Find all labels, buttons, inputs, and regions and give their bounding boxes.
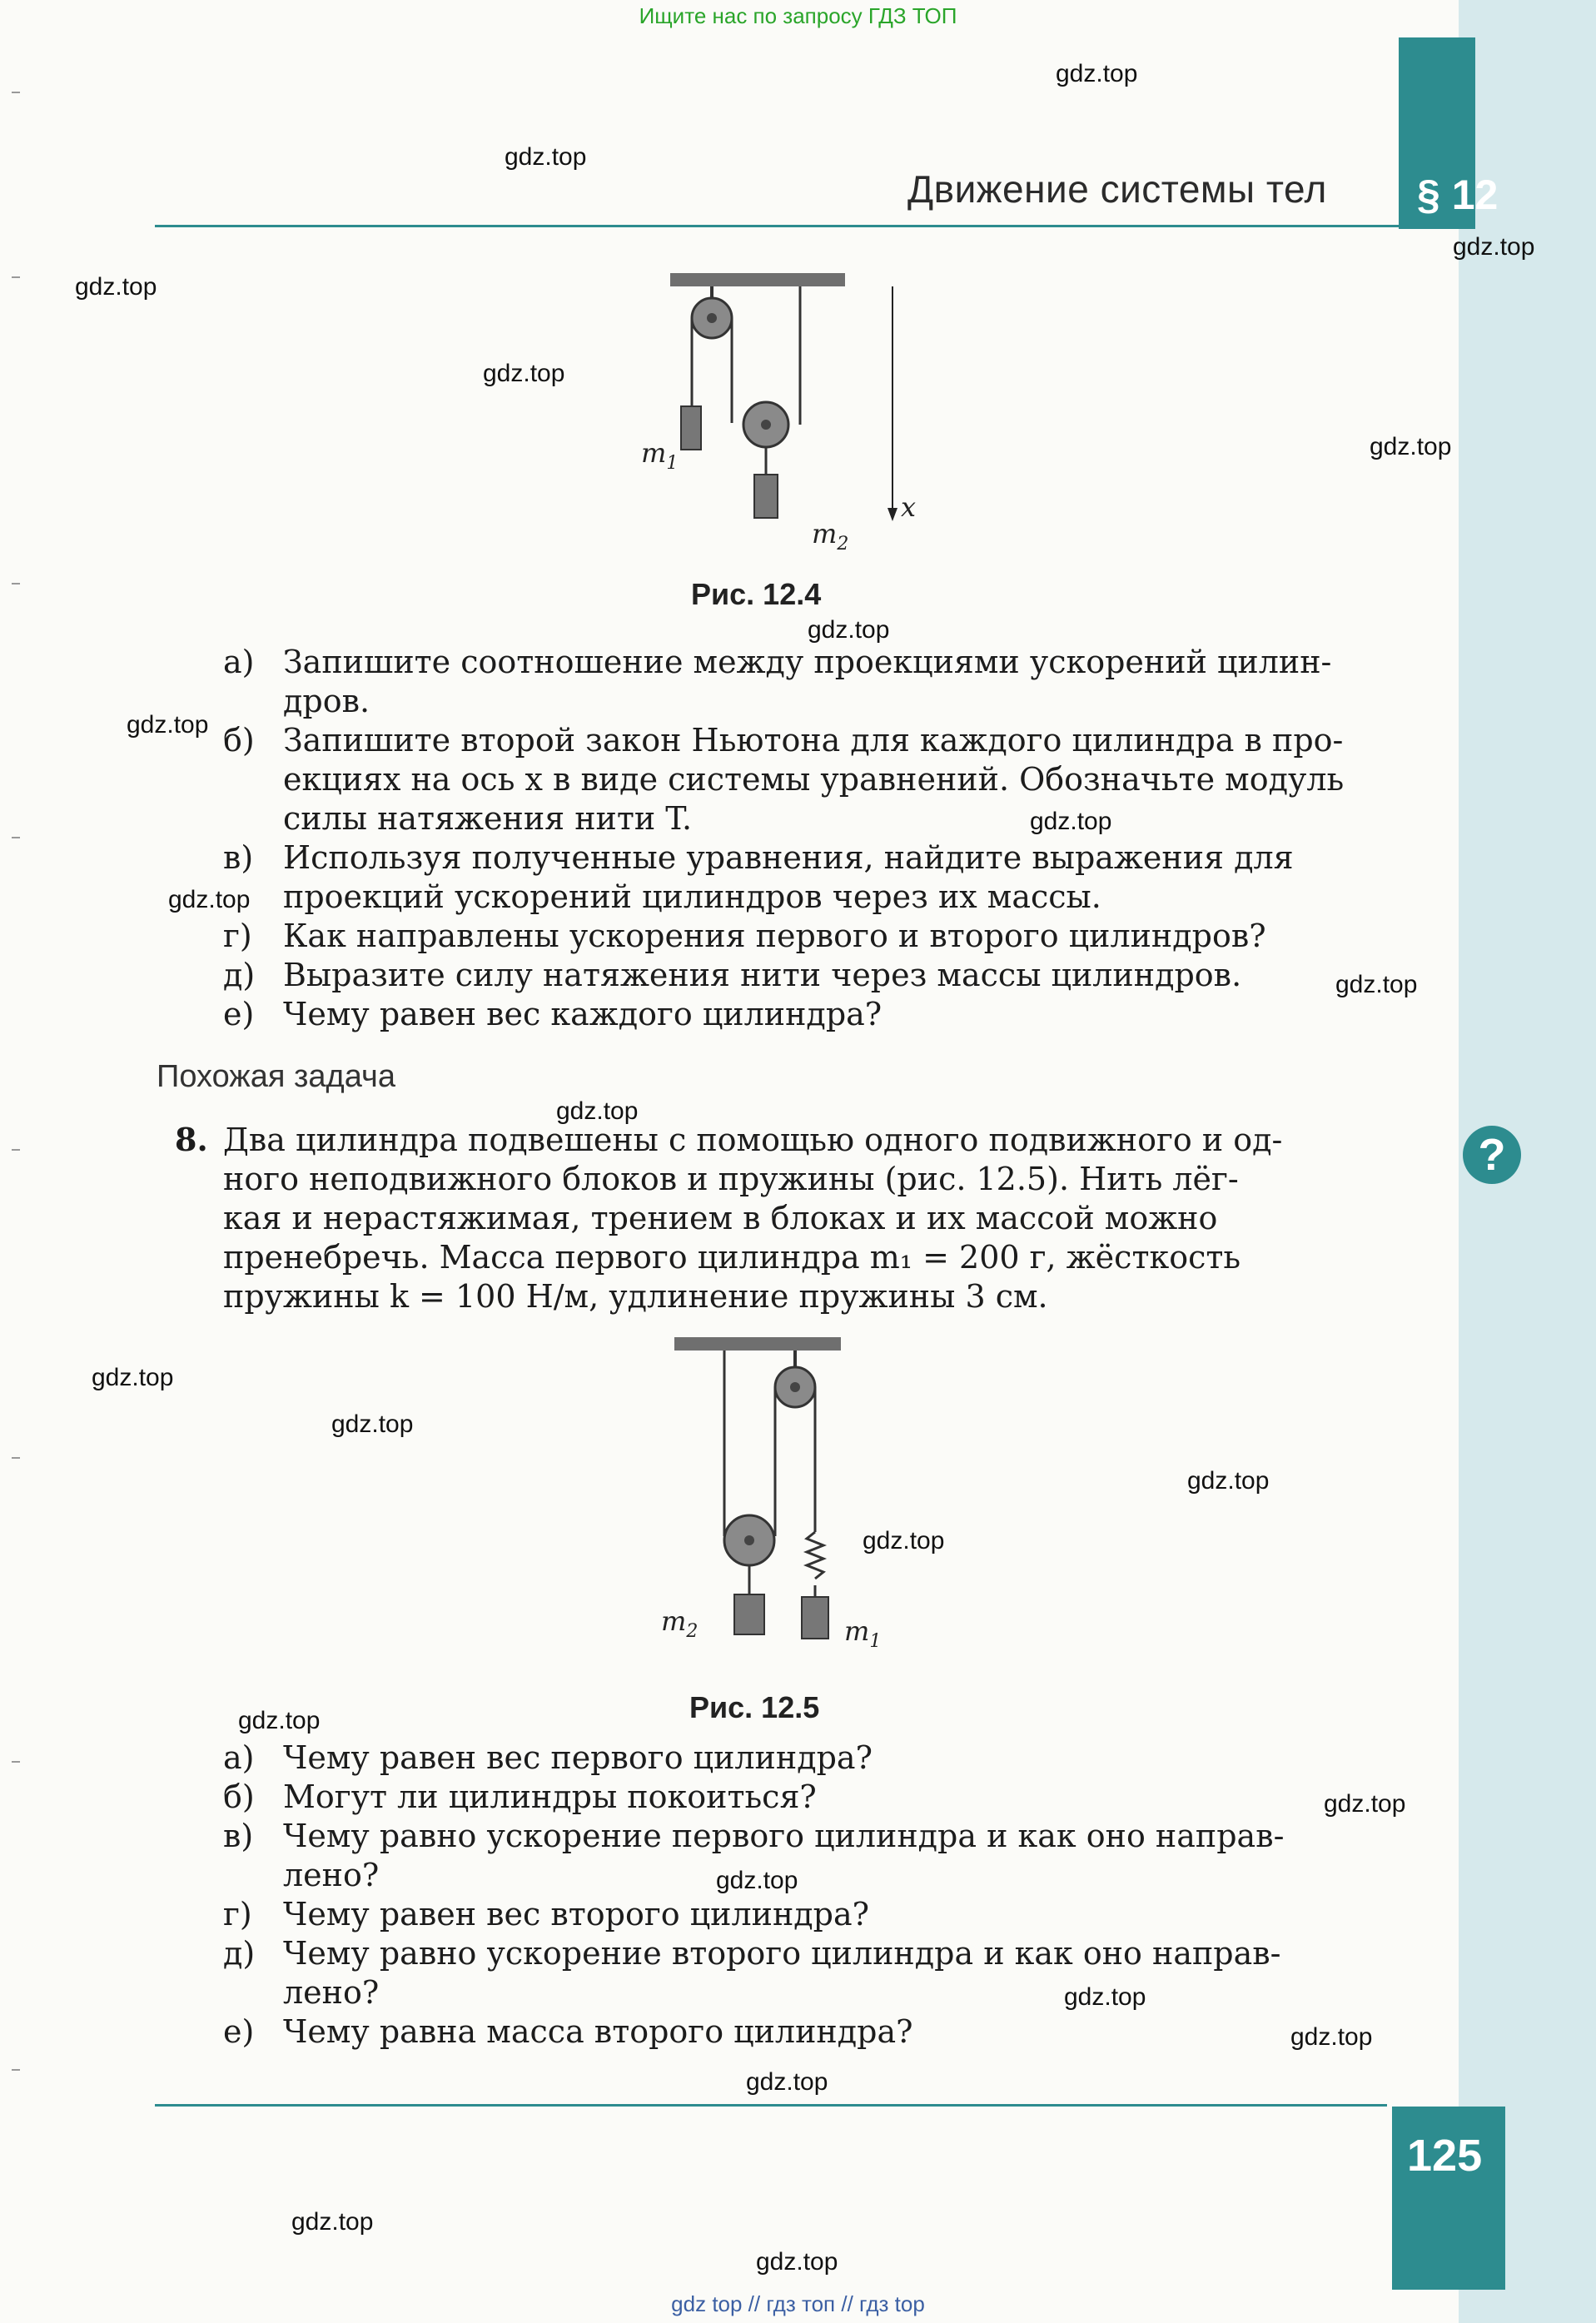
label-m1: $m_1$ — [641, 437, 679, 474]
margin-mark — [12, 1457, 20, 1459]
watermark[interactable]: gdz.top — [556, 1097, 639, 1125]
cylinder-m2 — [734, 1594, 764, 1634]
task-g: г) Чему равен вес второго цилиндра? — [223, 1896, 870, 1933]
margin-mark — [12, 92, 20, 93]
label-m1: $m_1$ — [844, 1615, 882, 1652]
cylinder-m1 — [802, 1597, 828, 1639]
watermark[interactable]: gdz.top — [1324, 1790, 1406, 1818]
task-d-cont: лено? — [283, 1974, 380, 2011]
task-list-1 — [223, 643, 1344, 1034]
ceiling-beam — [670, 273, 845, 286]
cylinder-m1 — [681, 406, 701, 450]
watermark[interactable]: gdz.top — [331, 1410, 414, 1438]
margin-mark — [12, 1761, 20, 1763]
watermark[interactable]: gdz.top — [75, 273, 157, 301]
question-icon: ? — [1463, 1126, 1521, 1184]
task-v: в) Чему равно ускорение первого цилиндра и как оно направ- — [223, 1818, 1285, 1854]
ceiling-beam — [674, 1337, 841, 1351]
watermark[interactable]: gdz.top — [505, 143, 587, 171]
task-b-cont: екциях на ось x в виде системы уравнений. Обозначьте модуль — [283, 761, 1345, 798]
watermark[interactable]: gdz.top — [238, 1707, 321, 1734]
spring — [807, 1532, 823, 1579]
header-divider — [155, 225, 1404, 227]
margin-mark — [12, 276, 20, 278]
figure-caption-12-4: Рис. 12.4 — [691, 577, 822, 611]
label-m2: $m_2$ — [812, 518, 849, 555]
problem-8: 8. Два цилиндра подвешены с помощью одного подвижного и од- ного неподвижного блоков и пружины (рис. 12.5). Нить лёг- кая и нерастяжимая, трением в блоках и их массой можно пренебречь. Масса первого цилиндра m₁ = 200 г, жёсткость пружины k = 100 Н/м, удлинение пружины 3 см. — [175, 1121, 1283, 1315]
problem-number: 8. — [175, 1121, 208, 1158]
margin-mark — [12, 837, 20, 838]
watermark[interactable]: gdz.top — [291, 2208, 374, 2236]
section-badge: § 12 — [1417, 172, 1499, 218]
task-v: в) Используя полученные уравнения, найдите выражения для — [223, 839, 1294, 876]
margin-mark — [12, 2069, 20, 2071]
task-b: б) Могут ли цилиндры покоиться? — [223, 1778, 817, 1815]
watermark[interactable]: gdz.top — [1453, 233, 1535, 261]
watermark[interactable]: gdz.top — [1030, 808, 1112, 835]
margin-mark — [12, 1149, 20, 1151]
watermark[interactable]: gdz.top — [127, 711, 209, 739]
task-g: г) Как направлены ускорения первого и второго цилиндров? — [223, 918, 1266, 954]
watermark[interactable]: gdz.top — [483, 360, 565, 387]
task-v-cont: проекций ускорений цилиндров через их массы. — [283, 878, 1101, 915]
watermark[interactable]: gdz.top — [808, 616, 890, 644]
task-b: б) Запишите второй закон Ньютона для каждого цилиндра в про- — [223, 722, 1344, 759]
task-b-cont: силы натяжения нити T. — [283, 800, 693, 837]
similar-problem-heading: Похожая задача — [157, 1059, 395, 1094]
label-x: x — [901, 491, 917, 523]
cylinder-m2 — [754, 475, 778, 518]
task-e: е) Чему равна масса второго цилиндра? — [223, 2013, 913, 2050]
footer-divider — [155, 2104, 1387, 2107]
task-v-cont: лено? — [283, 1857, 380, 1893]
task-a: а) Чему равен вес первого цилиндра? — [223, 1739, 873, 1776]
watermark[interactable]: gdz.top — [1064, 1983, 1146, 2011]
watermark[interactable]: gdz.top — [716, 1867, 798, 1894]
watermark[interactable]: gdz.top — [1056, 60, 1138, 87]
watermark[interactable]: gdz.top — [1290, 2023, 1373, 2051]
page-title: Движение системы тел — [907, 167, 1327, 211]
page-number: 125 — [1407, 2131, 1483, 2181]
margin-mark — [12, 583, 20, 584]
figure-caption-12-5: Рис. 12.5 — [689, 1690, 820, 1724]
figure-12-5 — [633, 1332, 907, 1665]
watermark[interactable]: gdz.top — [1187, 1467, 1270, 1495]
figure-12-4 — [633, 266, 932, 566]
label-m2: $m_2$ — [661, 1605, 699, 1642]
watermark[interactable]: gdz.top — [168, 886, 251, 913]
task-d: д) Выразите силу натяжения нити через массы цилиндров. — [223, 957, 1242, 993]
task-e: е) Чему равен вес каждого цилиндра? — [223, 996, 883, 1032]
watermark[interactable]: gdz.top — [1335, 971, 1418, 998]
watermark[interactable]: gdz.top — [746, 2068, 828, 2096]
task-d: д) Чему равно ускорение второго цилиндра и как оно направ- — [223, 1935, 1281, 1972]
task-a-cont: дров. — [283, 683, 370, 719]
footer-links[interactable]: gdz top // гдз топ // гдз top — [671, 2291, 925, 2316]
task-a: а) Запишите соотношение между проекциями ускорений цилин- — [223, 644, 1332, 680]
top-banner[interactable]: Ищите нас по запросу ГДЗ ТОП — [639, 3, 957, 28]
watermark[interactable]: gdz.top — [756, 2248, 838, 2276]
watermark[interactable]: gdz.top — [92, 1364, 174, 1391]
watermark[interactable]: gdz.top — [1370, 433, 1452, 460]
watermark[interactable]: gdz.top — [863, 1527, 945, 1554]
